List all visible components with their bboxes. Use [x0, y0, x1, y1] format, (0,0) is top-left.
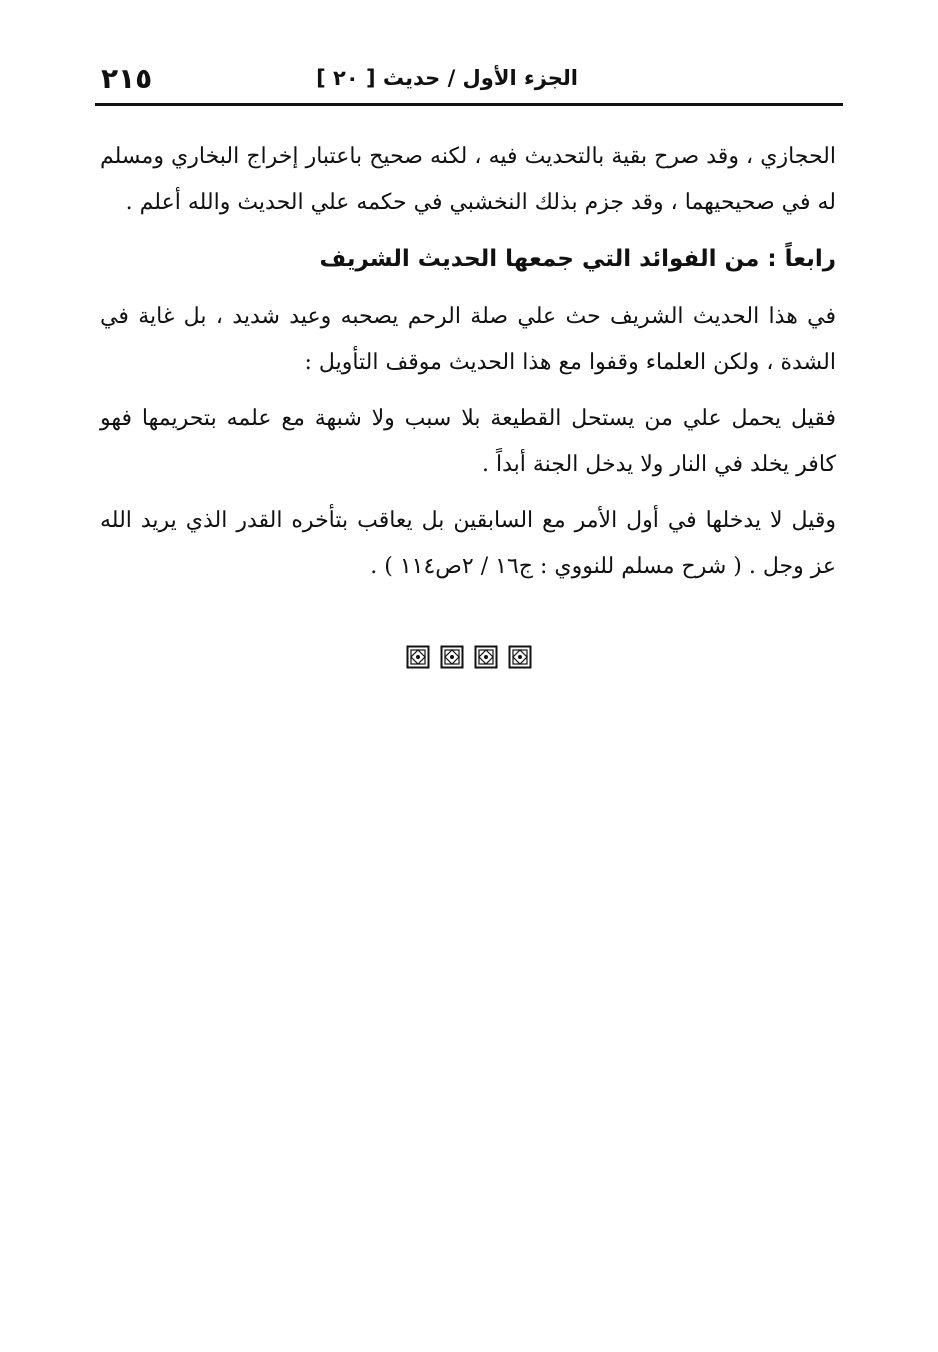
paragraph-3: فقيل يحمل علي من يستحل القطيعة بلا سبب ولا شبهة مع علمه بتحريمها فهو كافر يخلد في النار ولا يدخل الجنة أبداً .: [100, 406, 836, 477]
header-rule: [95, 103, 843, 106]
ornament-square-icon: [440, 645, 464, 669]
page-number: ٢١٥: [101, 62, 153, 95]
body-text: [100, 134, 836, 600]
section-heading: رابعاً : من الفوائد التي جمعها الحديث الشريف: [319, 246, 836, 272]
paragraph-2: في هذا الحديث الشريف حث علي صلة الرحم يصحبه وعيد شديد ، بل غاية في الشدة ، ولكن العلماء وقفوا مع هذا الحديث موقف التأويل :: [100, 304, 836, 375]
ornament-square-icon: [406, 645, 430, 669]
paragraph-1: الحجازي ، وقد صرح بقية بالتحديث فيه ، لكنه صحيح باعتبار إخراج البخاري ومسلم له في صحيحيهما ، وقد جزم بذلك النخشبي في حكمه علي الحديث والله أعلم .: [100, 144, 836, 215]
header-title: الجزء الأول / حديث [ ٢٠ ]: [316, 66, 578, 90]
ornament-square-icon: [474, 645, 498, 669]
section-end-ornaments: [0, 645, 938, 673]
paragraph-4: وقيل لا يدخلها في أول الأمر مع السابقين بل يعاقب بتأخره القدر الذي يريد الله عز وجل . ( شرح مسلم للنووي : ج١٦ / ٢ص١١٤ ) .: [100, 508, 836, 579]
ornament-square-icon: [508, 645, 532, 669]
running-header: [95, 58, 843, 102]
